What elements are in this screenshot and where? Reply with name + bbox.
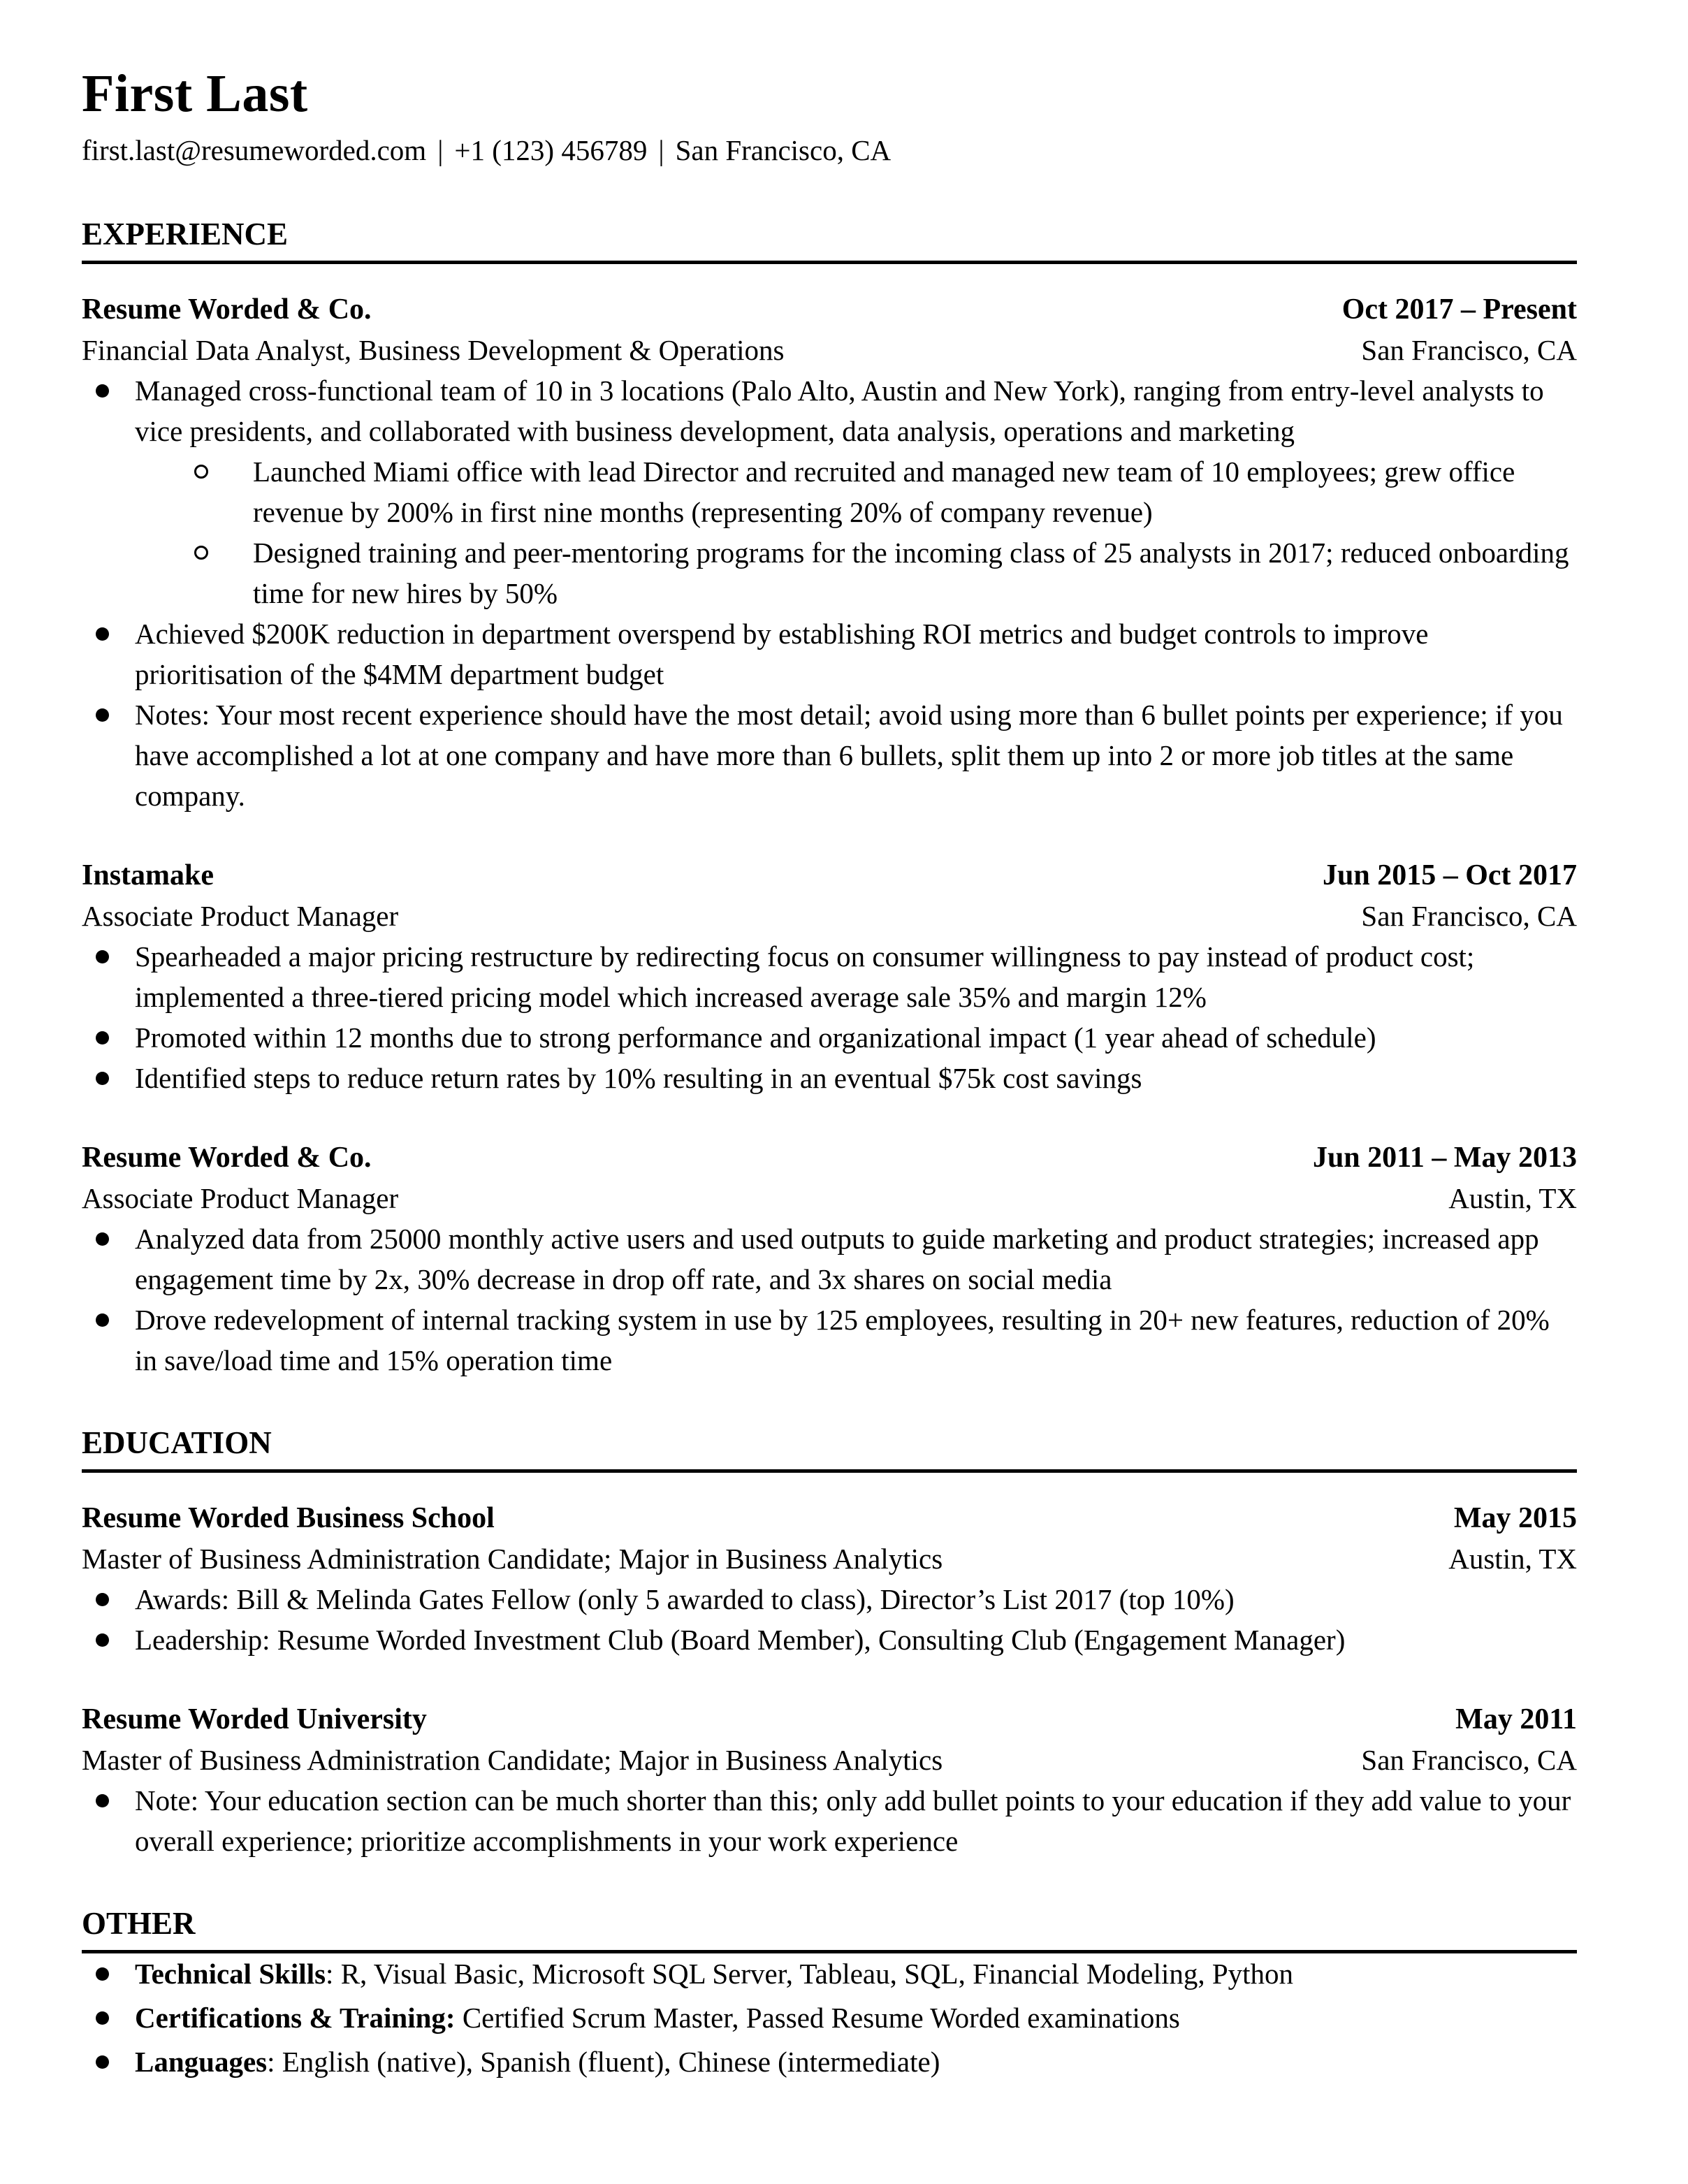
bullet-item (82, 1017, 1577, 1058)
section-experience (82, 217, 1577, 1381)
school-degree: Master of Business Administration Candidate; Major in Business Analytics (82, 1744, 943, 1776)
bullet-item (82, 2041, 1577, 2082)
school-bullet-list (82, 1579, 1577, 1660)
bullet-item (82, 1058, 1577, 1098)
bullet-dot-icon (96, 2055, 109, 2069)
bullet-dot-icon (96, 1794, 109, 1807)
job-entry (82, 289, 1577, 816)
sub-bullet-text: Launched Miami office with lead Director and recruited and managed new team of 10 employees; grew office revenue by 200% in first nine months (representing 20% of company revenue) (253, 456, 1515, 528)
job-location: San Francisco, CA (1361, 900, 1577, 932)
bullet-item (82, 1780, 1577, 1861)
job-entry (82, 855, 1577, 1098)
section-title-experience: EXPERIENCE (82, 217, 1577, 264)
other-value: Certified Scrum Master, Passed Resume Worded examinations (455, 2002, 1180, 2034)
other-list (82, 1953, 1577, 2082)
job-role: Financial Data Analyst, Business Development & Operations (82, 334, 785, 366)
bullet-dot-icon (96, 1593, 109, 1606)
job-subheader-row (82, 330, 1577, 370)
bullet-ring-icon (194, 465, 208, 479)
other-label: Languages (135, 2046, 268, 2078)
school-location: San Francisco, CA (1361, 1744, 1577, 1776)
job-subheader-row (82, 896, 1577, 936)
bullet-item (82, 1619, 1577, 1660)
section-other (82, 1906, 1577, 2082)
other-value: : English (native), Spanish (fluent), Chinese (intermediate) (267, 2046, 940, 2078)
school-dates: May 2015 (1453, 1502, 1577, 1534)
bullet-item (82, 370, 1577, 451)
bullet-dot-icon (96, 1072, 109, 1085)
contact-separator: | (437, 134, 444, 166)
bullet-item (82, 613, 1577, 694)
school-entry (82, 1699, 1577, 1861)
bullet-text: Spearheaded a major pricing restructure by redirecting focus on consumer willingness to pay instead of product cost; implemented a three-tiered pricing model which increased average sale 35% and margin 12% (135, 940, 1475, 1013)
section-title-other: OTHER (82, 1906, 1577, 1953)
bullet-dot-icon (96, 950, 109, 963)
job-dates: Oct 2017 – Present (1341, 293, 1577, 326)
school-subheader-row (82, 1538, 1577, 1579)
job-dates: Jun 2015 – Oct 2017 (1322, 859, 1577, 891)
bullet-item (82, 1218, 1577, 1300)
bullet-item (82, 694, 1577, 816)
job-bullet-list (82, 370, 1577, 816)
bullet-item (82, 1579, 1577, 1619)
bullet-dot-icon (96, 1313, 109, 1327)
job-location: Austin, TX (1448, 1182, 1577, 1214)
contact-email: first.last@resumeworded.com (82, 134, 427, 166)
bullet-text: Managed cross-functional team of 10 in 3 locations (Palo Alto, Austin and New York), ranging from entry-level analysts to vice presidents, and collaborated with business development, data analysis, operations and marketing (135, 374, 1544, 447)
resume-header (82, 64, 1577, 170)
bullet-dot-icon (96, 627, 109, 641)
job-role: Associate Product Manager (82, 1182, 399, 1214)
job-role: Associate Product Manager (82, 900, 399, 932)
bullet-text: Drove redevelopment of internal tracking system in use by 125 employees, resulting in 20+ new features, reduction of 20% in save/load time and 15% operation time (135, 1304, 1550, 1376)
bullet-item (82, 1997, 1577, 2038)
bullet-dot-icon (96, 2011, 109, 2025)
bullet-dot-icon (96, 708, 109, 722)
company-name: Resume Worded & Co. (82, 1142, 372, 1174)
bullet-dot-icon (96, 1232, 109, 1246)
school-header-row (82, 1498, 1577, 1538)
bullet-text: Achieved $200K reduction in department overspend by establishing ROI metrics and budget controls to improve prioritisation of the $4MM department budget (135, 618, 1429, 690)
sub-bullet-item (82, 451, 1577, 532)
job-bullet-list (82, 936, 1577, 1098)
bullet-dot-icon (96, 1633, 109, 1647)
bullet-text: Leadership: Resume Worded Investment Club (Board Member), Consulting Club (Engagement Manager) (135, 1624, 1346, 1656)
school-degree: Master of Business Administration Candidate; Major in Business Analytics (82, 1543, 943, 1575)
bullet-dot-icon (96, 1967, 109, 1981)
section-education (82, 1425, 1577, 1861)
other-label: Technical Skills (135, 1958, 326, 1990)
school-bullet-list (82, 1780, 1577, 1861)
job-header-row (82, 289, 1577, 330)
school-header-row (82, 1699, 1577, 1740)
school-entry (82, 1498, 1577, 1660)
bullet-text (135, 1997, 1577, 2038)
school-name: Resume Worded Business School (82, 1502, 495, 1534)
candidate-name: First Last (82, 64, 308, 123)
sub-bullet-item (82, 532, 1577, 613)
bullet-text: Notes: Your most recent experience should have the most detail; avoid using more than 6 bullet points per experience; if you have accomplished a lot at one company and have more than 6 bullets, split them up into 2 or more job titles at the same company. (135, 699, 1563, 812)
job-dates: Jun 2011 – May 2013 (1312, 1142, 1577, 1174)
bullet-text: Identified steps to reduce return rates by 10% resulting in an eventual $75k cost savings (135, 1062, 1142, 1094)
section-title-education: EDUCATION (82, 1425, 1577, 1473)
contact-line (82, 130, 1577, 170)
job-location: San Francisco, CA (1361, 334, 1577, 366)
school-dates: May 2011 (1455, 1703, 1577, 1735)
contact-location: San Francisco, CA (675, 134, 892, 166)
job-bullet-list (82, 1218, 1577, 1381)
bullet-item (82, 1300, 1577, 1381)
contact-phone: +1 (123) 456789 (454, 134, 648, 166)
bullet-item (82, 1953, 1577, 1994)
other-value: : R, Visual Basic, Microsoft SQL Server, Tableau, SQL, Financial Modeling, Python (326, 1958, 1294, 1990)
bullet-text: Awards: Bill & Melinda Gates Fellow (only 5 awarded to class), Director’s List 2017 (top 10%) (135, 1583, 1235, 1615)
school-subheader-row (82, 1740, 1577, 1780)
job-entry (82, 1137, 1577, 1381)
company-name: Instamake (82, 859, 214, 891)
bullet-dot-icon (96, 1031, 109, 1044)
school-name: Resume Worded University (82, 1703, 427, 1735)
bullet-item (82, 936, 1577, 1017)
bullet-ring-icon (194, 546, 208, 560)
bullet-dot-icon (96, 384, 109, 398)
contact-separator: | (658, 134, 664, 166)
job-subheader-row (82, 1178, 1577, 1218)
school-location: Austin, TX (1448, 1543, 1577, 1575)
bullet-text (135, 1953, 1577, 1994)
company-name: Resume Worded & Co. (82, 293, 372, 326)
sub-bullet-text: Designed training and peer-mentoring programs for the incoming class of 25 analysts in 2017; reduced onboarding time for new hires by 50% (253, 537, 1569, 609)
bullet-text (135, 2041, 1577, 2082)
other-label: Certifications & Training: (135, 2002, 456, 2034)
job-header-row (82, 855, 1577, 896)
bullet-text: Analyzed data from 25000 monthly active users and used outputs to guide marketing and product strategies; increased app engagement time by 2x, 30% decrease in drop off rate, and 3x shares on social media (135, 1223, 1539, 1295)
job-header-row (82, 1137, 1577, 1178)
bullet-text: Note: Your education section can be much shorter than this; only add bullet points to your education if they add value to your overall experience; prioritize accomplishments in your work experience (135, 1784, 1571, 1857)
bullet-text: Promoted within 12 months due to strong performance and organizational impact (1 year ahead of schedule) (135, 1021, 1376, 1054)
